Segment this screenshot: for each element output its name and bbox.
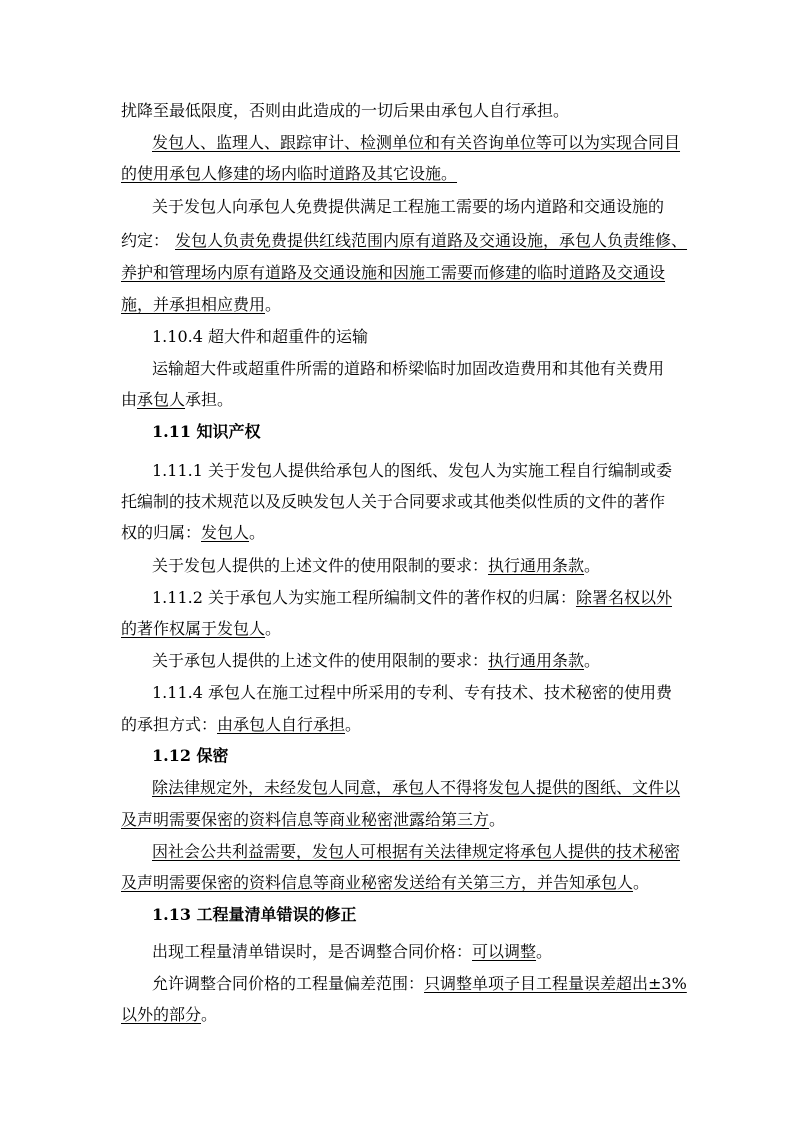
text-line <box>121 101 681 121</box>
text-line <box>152 197 682 217</box>
text-line <box>152 359 682 379</box>
text: 。 <box>489 810 506 829</box>
text: 关于承包人提供的上述文件的使用限制的要求： <box>152 651 489 670</box>
section-heading <box>152 422 682 442</box>
underlined-text: 承包人 <box>137 390 186 409</box>
heading-text: 1.12 保密 <box>152 746 229 765</box>
text: 。 <box>633 873 650 892</box>
underlined-text: 养护和管理场内原有道路及交通设施和因施工需要而修建的临时道路及交通设 <box>121 263 666 282</box>
section-heading <box>152 327 682 347</box>
text: 承担。 <box>185 390 234 409</box>
text: 1.11.4 承包人在施工过程中所采用的专利、专有技术、技术秘密的使用费 <box>152 683 672 702</box>
text: 的承担方式： <box>121 715 218 734</box>
underlined-text: 以外的部分 <box>121 1005 202 1024</box>
text: 托编制的技术规范以及反映发包人关于合同要求或其他类似性质的文件的著作 <box>121 492 666 511</box>
text-line <box>121 873 681 893</box>
underlined-text: 除法律规定外，未经发包人同意，承包人不得将发包人提供的图纸、文件以 <box>152 778 681 797</box>
underlined-text: 除署名权以外 <box>575 588 672 607</box>
text: 。 <box>201 1005 218 1024</box>
underlined-text: 发包人 <box>201 523 250 542</box>
text: 运输超大件或超重件所需的道路和桥梁临时加固改造费用和其他有关费用 <box>152 359 665 378</box>
text-line <box>121 715 681 735</box>
underlined-text: 及声明需要保密的资料信息等商业秘密发送给有关第三方，并告知承包人 <box>121 873 634 892</box>
underlined-text: 的使用承包人修建的场内临时道路及其它设施。 <box>121 164 458 183</box>
underlined-text: 可以调整 <box>472 942 537 961</box>
text-line <box>121 231 688 251</box>
underlined-text: 执行通用条款 <box>488 556 585 575</box>
text: 。 <box>249 523 266 542</box>
text-line <box>121 523 681 543</box>
text: 关于发包人向承包人免费提供满足工程施工需要的场内道路和交通设施的 <box>152 197 665 216</box>
underlined-text: 施，并承担相应费用 <box>121 295 266 314</box>
text: 权的归属： <box>121 523 202 542</box>
underlined-text: 只调整单项子目工程量误差超出±3% <box>424 974 687 993</box>
underlined-text: 的著作权属于发包人 <box>121 619 266 638</box>
text-line <box>121 295 681 315</box>
underlined-text: 由承包人自行承担 <box>217 715 346 734</box>
text-line <box>121 1005 681 1025</box>
underlined-text: 执行通用条款 <box>488 651 585 670</box>
text-line <box>152 651 682 671</box>
section-heading <box>152 746 682 766</box>
text-line <box>152 974 687 994</box>
text-line <box>121 810 681 830</box>
underlined-text: 及声明需要保密的资料信息等商业秘密泄露给第三方 <box>121 810 490 829</box>
text: 1.11.2 关于承包人为实施工程所编制文件的著作权的归属： <box>152 588 576 607</box>
text: 。 <box>584 651 601 670</box>
text: 1.11.1 关于发包人提供给承包人的图纸、发包人为实施工程自行编制或委 <box>152 461 672 480</box>
text-line <box>121 390 681 410</box>
underlined-text: 发包人、监理人、跟踪审计、检测单位和有关咨询单位等可以为实现合同目 <box>152 133 681 152</box>
text: 。 <box>265 619 282 638</box>
text-line <box>152 942 682 962</box>
text-line <box>152 461 682 481</box>
text: 允许调整合同价格的工程量偏差范围： <box>152 974 425 993</box>
section-heading <box>152 905 682 925</box>
text-line <box>121 263 681 283</box>
heading-text: 1.13 工程量清单错误的修正 <box>152 905 357 924</box>
text: 。 <box>536 942 553 961</box>
heading-text: 1.11 知识产权 <box>152 422 261 441</box>
text-line <box>152 133 682 153</box>
text-line <box>152 556 682 576</box>
heading-text: 1.10.4 超大件和超重件的运输 <box>152 327 368 346</box>
text: 约定： <box>121 231 170 250</box>
text: 由 <box>121 390 138 409</box>
text: 关于发包人提供的上述文件的使用限制的要求： <box>152 556 489 575</box>
text-line <box>152 588 682 608</box>
text-line <box>121 492 681 512</box>
text-line <box>121 619 681 639</box>
underlined-text: 因社会公共利益需要，发包人可根据有关法律规定将承包人提供的技术秘密 <box>152 842 681 861</box>
text: 扰降至最低限度，否则由此造成的一切后果由承包人自行承担。 <box>121 101 570 120</box>
text: 出现工程量清单错误时，是否调整合同价格： <box>152 942 473 961</box>
text-line <box>121 164 681 184</box>
text-line <box>152 683 682 703</box>
underlined-text: 发包人负责免费提供红线范围内原有道路及交通设施，承包人负责维修、 <box>175 231 688 250</box>
text: 。 <box>265 295 282 314</box>
text: 。 <box>584 556 601 575</box>
text-line <box>152 842 682 862</box>
text-line <box>152 778 682 798</box>
text: 。 <box>345 715 362 734</box>
